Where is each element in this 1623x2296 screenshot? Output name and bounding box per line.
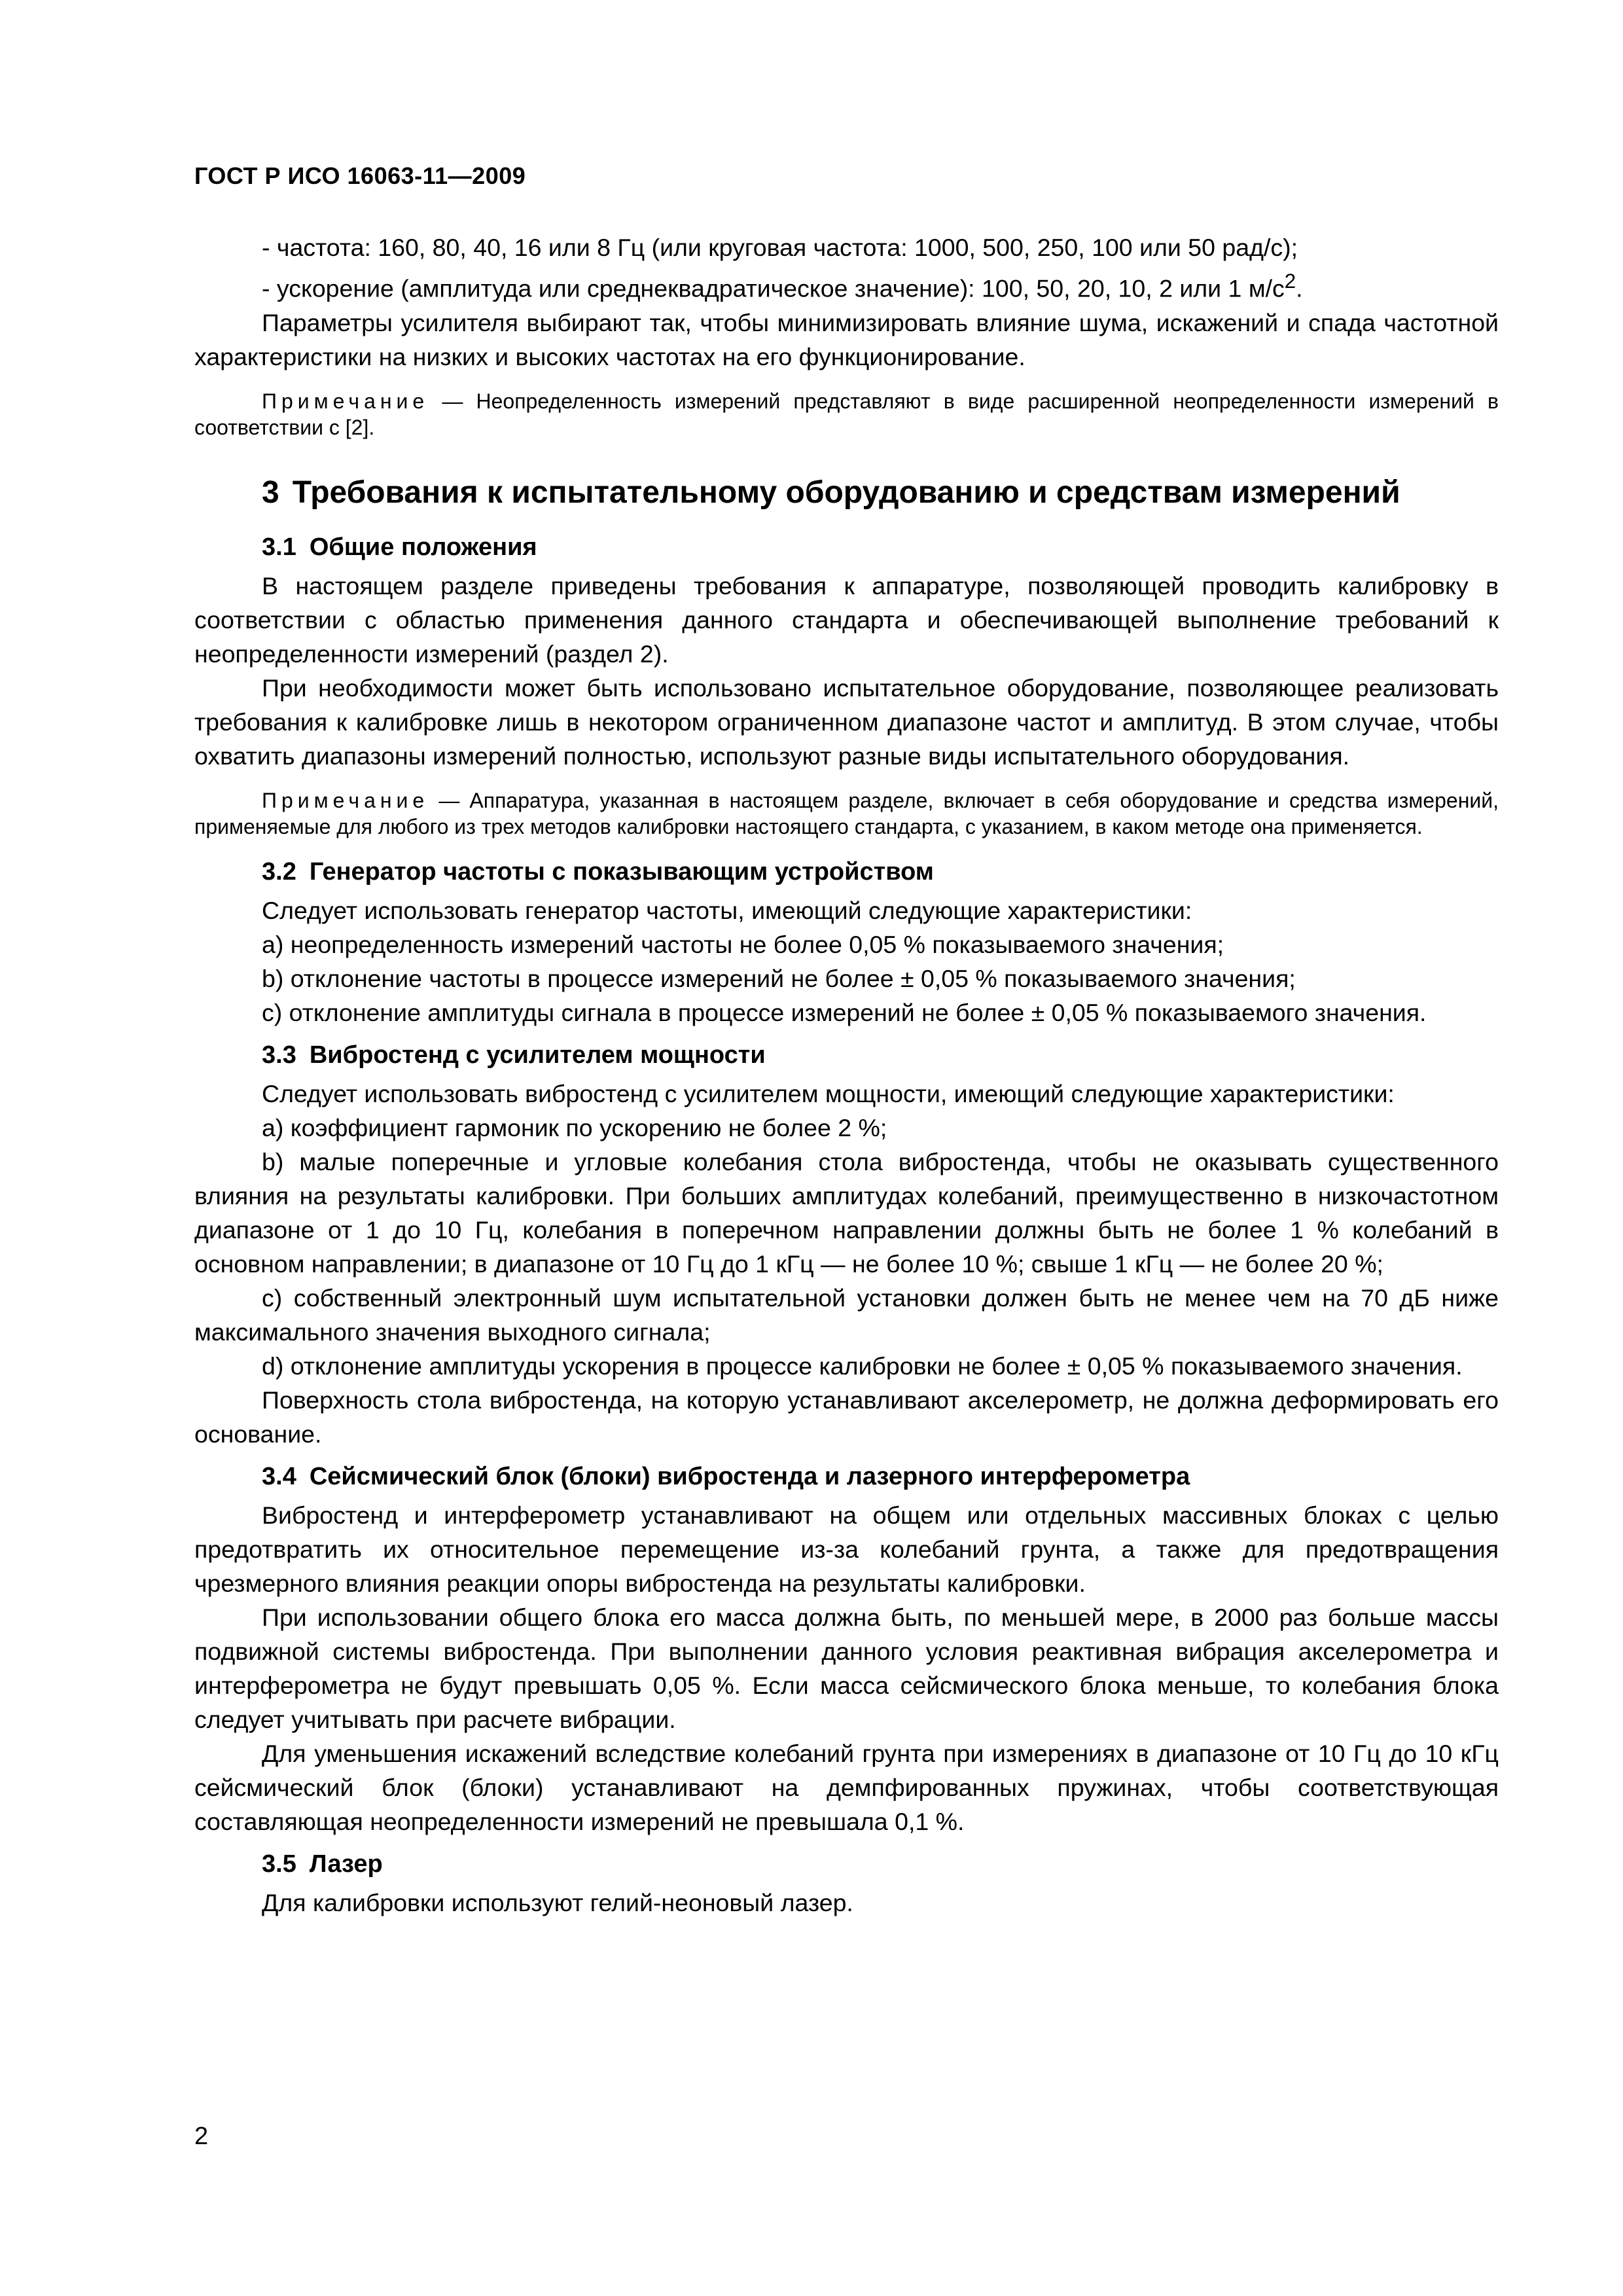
list-item: b) отклонение частоты в процессе измерений не более ± 0,05 % показываемого значения; <box>262 964 1296 992</box>
paragraph <box>194 264 1499 306</box>
paragraph: Для уменьшения искажений вследствие колебаний грунта при измерениях в диапазоне от 10 Гц до 10 кГц сейсмический блок (блоки) устанавливают на демпфированных пружинах, чтобы соответствующая составляющая неопределенности измерений не превышала 0,1 %. <box>194 1739 1499 1835</box>
section-heading <box>194 1459 1499 1494</box>
section-heading <box>194 529 1499 565</box>
note <box>194 787 1499 840</box>
note-text: — Аппаратура, указанная в настоящем разделе, включает в себя оборудование и средства измерений, применяемые для любого из трех методов калибровки настоящего стандарта, с указанием, в каком методе она применяется. <box>194 788 1499 838</box>
paragraph-text: . <box>1296 274 1303 302</box>
section-title: Генератор частоты с показывающим устройством <box>309 857 934 886</box>
chapter-number: 3 <box>262 475 279 510</box>
list-item: d) отклонение амплитуды ускорения в процессе калибровки не более ± 0,05 % показываемого значения. <box>262 1352 1463 1380</box>
paragraph: Параметры усилителя выбирают так, чтобы минимизировать влияние шума, искажений и спада частотной характеристики на низких и высоких частотах на его функционирование. <box>194 308 1499 370</box>
list-item: с) отклонение амплитуды сигнала в процессе измерений не более ± 0,05 % показываемого значения. <box>262 998 1427 1026</box>
section-title: Общие положения <box>309 533 537 561</box>
page-number: 2 <box>194 2123 209 2150</box>
section-number: 3.5 <box>262 1850 296 1878</box>
section-title: Сейсмический блок (блоки) вибростенда и лазерного интерферометра <box>309 1462 1190 1490</box>
paragraph: Вибростенд и интерферометр устанавливают на общем или отдельных массивных блоках с целью предотвратить их относительное перемещение из-за колебаний грунта, а также для предотвращения чрезмерного влияния реакции опоры вибростенда на результаты калибровки. <box>194 1501 1499 1597</box>
section-number: 3.3 <box>262 1041 296 1069</box>
chapter-title: Требования к испытательному оборудованию и средствам измерений <box>292 475 1400 510</box>
section-heading <box>194 854 1499 889</box>
chapter-heading <box>194 473 1499 512</box>
paragraph: Для калибровки используют гелий-неоновый лазер. <box>262 1888 853 1916</box>
paragraph-text: - ускорение (амплитуда или среднеквадратическое значение): 100, 50, 20, 10, 2 или 1 м/с <box>262 274 1285 302</box>
section-title: Вибростенд с усилителем мощности <box>309 1041 766 1069</box>
section-number: 3.4 <box>262 1462 296 1490</box>
section-title: Лазер <box>309 1850 383 1878</box>
section-heading <box>194 1037 1499 1073</box>
list-item: а) неопределенность измерений частоты не более 0,05 % показываемого значения; <box>262 930 1224 958</box>
page-content <box>194 230 1499 1920</box>
paragraph: В настоящем разделе приведены требования к аппаратуре, позволяющей проводить калибровку в соответствии с областью применения данного стандарта и обеспечивающей выполнение требований к неопределенности измерений (раздел 2). <box>194 571 1499 668</box>
paragraph: - частота: 160, 80, 40, 16 или 8 Гц (или круговая частота: 1000, 500, 250, 100 или 50 рад/с); <box>262 234 1298 261</box>
superscript: 2 <box>1284 270 1296 293</box>
note-text: — Неопределенность измерений представляют в виде расширенной неопределенности измерений в соответствии с [2]. <box>194 389 1499 439</box>
paragraph: При использовании общего блока его масса должна быть, по меньшей мере, в 2000 раз больше массы подвижной системы вибростенда. При выполнении данного условия реактивная вибрация акселерометра и интерферометра не будут превышать 0,05 %. Если масса сейсмического блока меньше, то колебания блока следует учитывать при расчете вибрации. <box>194 1603 1499 1733</box>
list-item: b) малые поперечные и угловые колебания стола вибростенда, чтобы не оказывать существенного влияния на результаты калибровки. При больших амплитудах колебаний, преимущественно в низкочастотном диапазоне от 1 до 10 Гц, колебания в поперечном направлении должны быть не более 1 % колебаний в основном направлении; в диапазоне от 10 Гц до 1 кГц — не более 10 %; свыше 1 кГц — не более 20 %; <box>194 1147 1499 1278</box>
page-header: ГОСТ Р ИСО 16063-11—2009 <box>194 162 526 189</box>
list-item: с) собственный электронный шум испытательной установки должен быть не менее чем на 70 дБ ниже максимального значения выходного сигнала; <box>194 1283 1499 1346</box>
note-label: Примечание <box>262 788 429 812</box>
paragraph: Поверхность стола вибростенда, на которую устанавливают акселерометр, не должна деформировать его основание. <box>194 1386 1499 1448</box>
note <box>194 388 1499 440</box>
section-heading <box>194 1846 1499 1882</box>
section-number: 3.1 <box>262 533 296 561</box>
paragraph: При необходимости может быть использовано испытательное оборудование, позволяющее реализовать требования к калибровке лишь в некотором ограниченном диапазоне частот и амплитуд. В этом случае, чтобы охватить диапазоны измерений полностью, используют разные виды испытательного оборудования. <box>194 673 1499 770</box>
paragraph: Следует использовать вибростенд с усилителем мощности, имеющий следующие характеристики: <box>262 1079 1395 1107</box>
paragraph: Следует использовать генератор частоты, имеющий следующие характеристики: <box>262 896 1192 924</box>
list-item: а) коэффициент гармоник по ускорению не более 2 %; <box>262 1113 887 1141</box>
section-number: 3.2 <box>262 857 296 886</box>
note-label: Примечание <box>262 389 429 413</box>
